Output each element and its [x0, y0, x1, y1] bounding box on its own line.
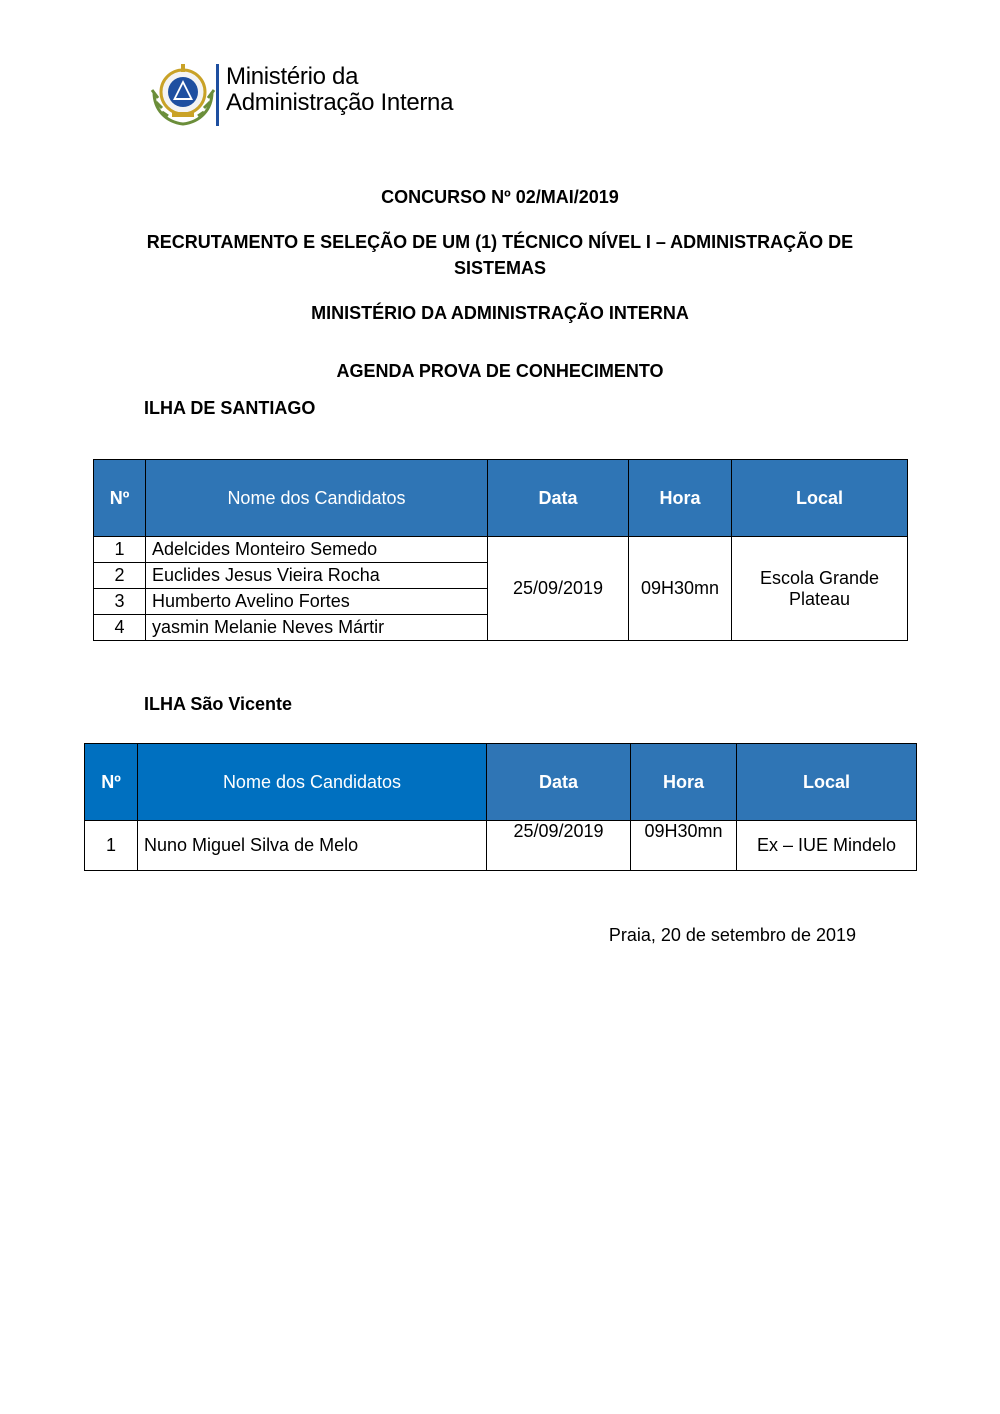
logo-divider — [216, 64, 219, 126]
candidate-name: Humberto Avelino Fortes — [146, 589, 488, 615]
exam-place-line-2: Plateau — [788, 588, 851, 609]
agenda-title: AGENDA PROVA DE CONHECIMENTO — [336, 361, 664, 381]
sao-vicente-schedule-table — [84, 743, 917, 871]
col-num: Nº — [94, 460, 146, 537]
logo-text — [226, 64, 453, 116]
recrutamento-title-line-2: SISTEMAS — [453, 258, 546, 278]
coat-of-arms-seal-icon — [148, 62, 218, 128]
place-date: Praia, 20 de setembro de 2019 — [608, 925, 856, 945]
ministerio-title: MINISTÉRIO DA ADMINISTRAÇÃO INTERNA — [311, 303, 689, 323]
row-num: 1 — [94, 537, 146, 563]
exam-place-line-1: Escola Grande — [759, 567, 880, 588]
candidate-name: Adelcides Monteiro Semedo — [146, 537, 488, 563]
col-date: Data — [488, 460, 629, 537]
exam-place — [732, 537, 908, 641]
exam-date: 25/09/2019 — [487, 821, 631, 871]
col-place: Local — [732, 460, 908, 537]
exam-date: 25/09/2019 — [488, 537, 629, 641]
exam-time: 09H30mn — [631, 821, 737, 871]
section-santiago: ILHA DE SANTIAGO — [144, 398, 316, 418]
table-row — [85, 821, 917, 871]
col-name: Nome dos Candidatos — [146, 460, 488, 537]
row-num: 1 — [85, 821, 138, 871]
row-num: 4 — [94, 615, 146, 641]
section-sao-vicente: ILHA São Vicente — [144, 694, 293, 714]
col-date: Data — [487, 744, 631, 821]
table-header-row — [85, 744, 917, 821]
col-name: Nome dos Candidatos — [138, 744, 487, 821]
candidate-name: Euclides Jesus Vieira Rocha — [146, 563, 488, 589]
col-time: Hora — [631, 744, 737, 821]
recrutamento-title-line-1: RECRUTAMENTO E SELEÇÃO DE UM (1) TÉCNICO NÍVEL I – ADMINISTRAÇÃO DE — [146, 232, 854, 252]
exam-time: 09H30mn — [629, 537, 732, 641]
col-place: Local — [737, 744, 917, 821]
candidate-name: yasmin Melanie Neves Mártir — [146, 615, 488, 641]
row-num: 2 — [94, 563, 146, 589]
row-num: 3 — [94, 589, 146, 615]
logo-line-1: Ministério da — [226, 63, 359, 90]
concurso-title: CONCURSO Nº 02/MAI/2019 — [381, 187, 619, 207]
exam-place: Ex – IUE Mindelo — [737, 821, 917, 871]
logo-line-2: Administração Interna — [226, 89, 454, 116]
col-num: Nº — [85, 744, 138, 821]
table-header-row — [94, 460, 908, 537]
candidate-name: Nuno Miguel Silva de Melo — [138, 821, 487, 871]
table-row — [94, 537, 908, 563]
santiago-schedule-table — [93, 459, 908, 641]
col-time: Hora — [629, 460, 732, 537]
